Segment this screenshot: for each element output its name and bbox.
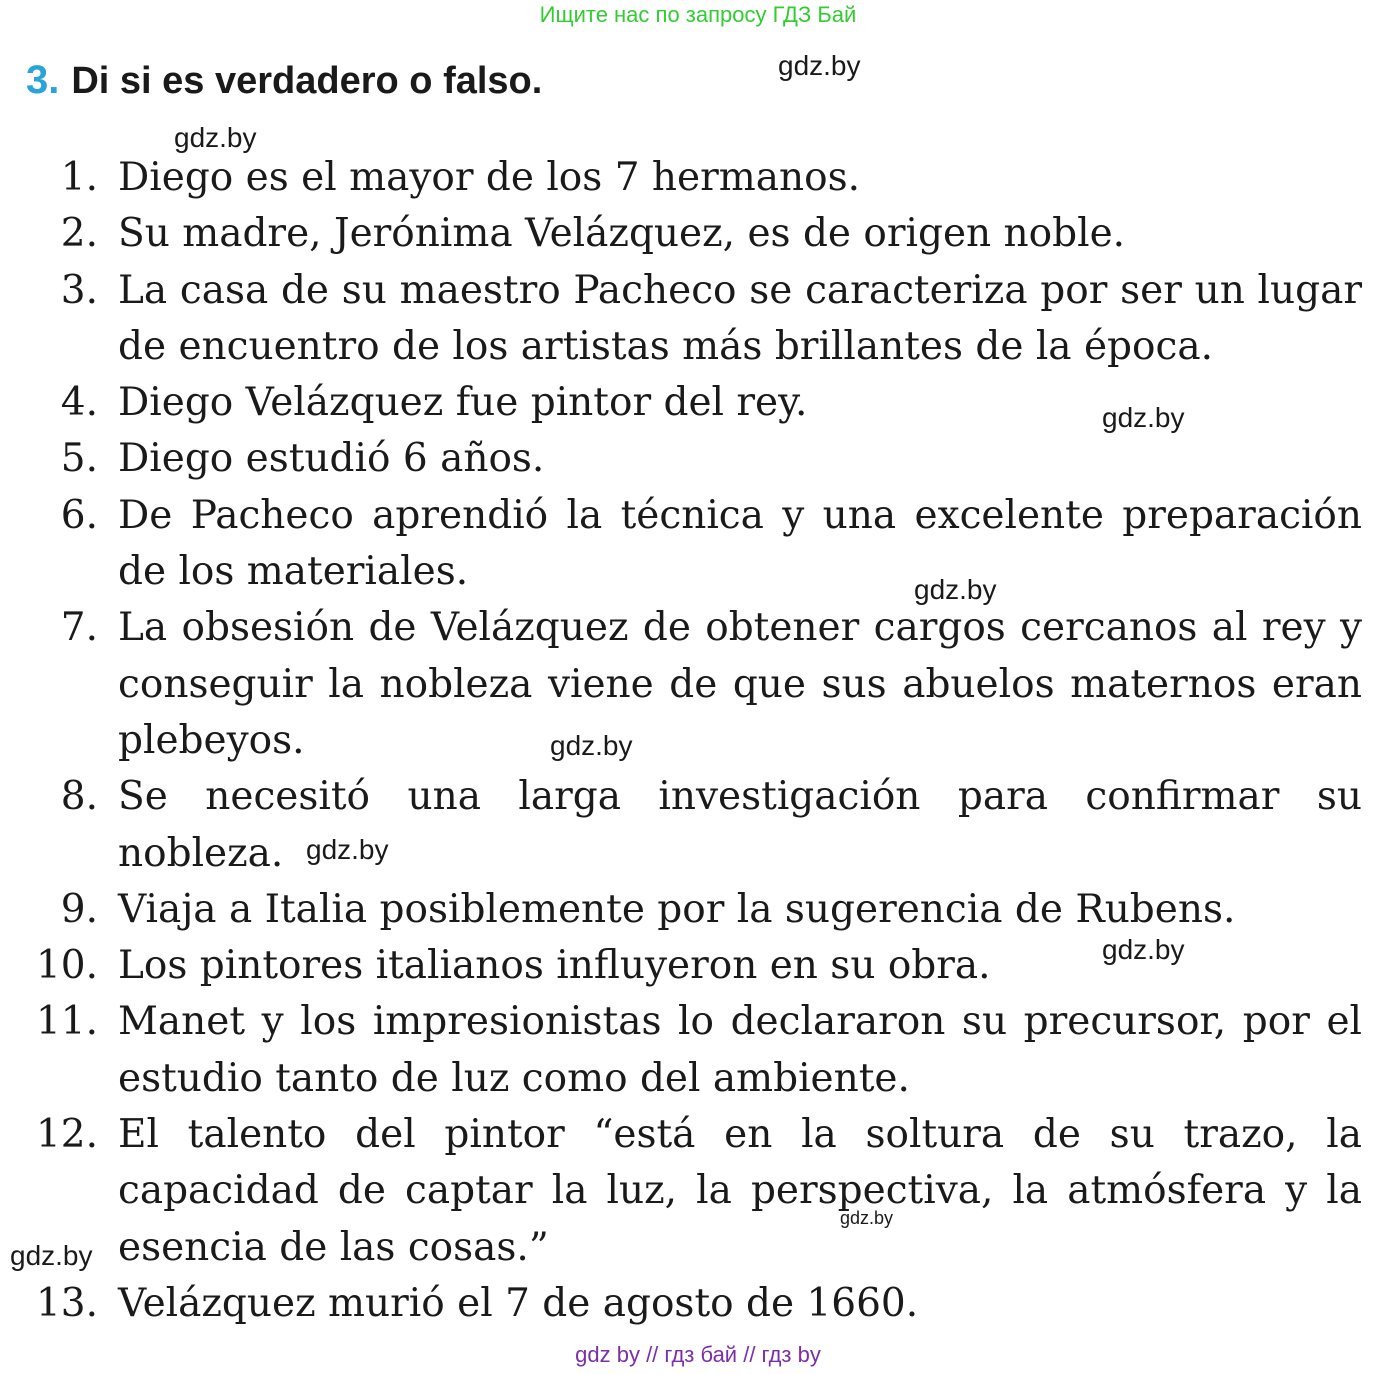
- watermark: gdz.by: [778, 50, 861, 81]
- list-item: [20, 882, 1362, 938]
- statement-list: [20, 150, 1362, 1332]
- item-text: Manet y los impresionistas lo declararon su precursor, por el estudio tanto de luz como del ambiente.: [118, 999, 1362, 1101]
- top-banner: Ищите нас по запросу ГДЗ Бай: [539, 2, 857, 27]
- item-text: Diego estudió 6 años.: [118, 436, 545, 482]
- list-item: [20, 431, 1362, 487]
- list-item: [20, 150, 1362, 206]
- watermark: gdz.by: [1102, 402, 1185, 433]
- item-text: Viaja a Italia posiblemente por la sugerencia de Rubens.: [118, 886, 1236, 932]
- list-item: [20, 1107, 1362, 1276]
- item-number: 8.: [60, 774, 98, 820]
- item-number: 13.: [35, 1280, 98, 1326]
- list-item: [20, 994, 1362, 1107]
- item-number: 12.: [35, 1112, 98, 1158]
- item-text: De Pacheco aprendió la técnica y una excelente preparación de los materiales.: [118, 492, 1362, 595]
- task-title: Di si es verdadero o falso.: [71, 60, 543, 102]
- item-number: 1.: [60, 155, 98, 200]
- watermark: gdz.by: [840, 1208, 894, 1228]
- item-number: 10.: [35, 943, 98, 989]
- list-item: [20, 1276, 1362, 1332]
- list-item: [20, 600, 1362, 769]
- watermark: gdz.by: [10, 1240, 93, 1271]
- watermark: gdz.by: [174, 122, 257, 153]
- task-header: [26, 58, 542, 103]
- item-number: 3.: [60, 267, 98, 313]
- item-number: 2.: [60, 211, 98, 257]
- list-item: [20, 206, 1362, 262]
- list-item: [20, 769, 1362, 882]
- watermark: gdz.by: [306, 834, 389, 865]
- item-text: La obsesión de Velázquez de obtener cargos cercanos al rey y conseguir la nobleza viene de que sus abuelos maternos eran plebeyos.: [118, 605, 1362, 763]
- item-text: La casa de su maestro Pacheco se caracteriza por ser un lugar de encuentro de los artistas más brillantes de la época.: [118, 267, 1362, 369]
- item-text: Los pintores italianos influyeron en su obra.: [118, 943, 991, 989]
- item-number: 7.: [60, 605, 98, 651]
- list-item: [20, 263, 1362, 376]
- watermark: gdz.by: [550, 730, 633, 761]
- item-text: El talento del pintor “está en la soltura de su trazo, la capacidad de captar la luz, la perspectiva, la atmósfera y la esencia de las cosas.”: [118, 1112, 1362, 1270]
- item-text: Diego es el mayor de los 7 hermanos.: [118, 155, 860, 200]
- footer: gdz by // гдз бай // гдз by: [575, 1342, 821, 1367]
- item-number: 4.: [60, 380, 98, 426]
- item-number: 6.: [60, 492, 98, 538]
- task-number: 3.: [26, 58, 60, 102]
- item-text: Se necesitó una larga investigación para confirmar su nobleza.: [118, 774, 1362, 876]
- item-text: Velázquez murió el 7 de agosto de 1660.: [118, 1280, 919, 1326]
- list-item: [20, 488, 1362, 601]
- item-number: 9.: [60, 886, 98, 932]
- item-text: Su madre, Jerónima Velázquez, es de origen noble.: [118, 211, 1126, 257]
- item-number: 5.: [60, 436, 98, 482]
- item-number: 11.: [35, 999, 98, 1045]
- watermark: gdz.by: [914, 574, 997, 605]
- item-text: Diego Velázquez fue pintor del rey.: [118, 380, 808, 426]
- watermark: gdz.by: [1102, 934, 1185, 965]
